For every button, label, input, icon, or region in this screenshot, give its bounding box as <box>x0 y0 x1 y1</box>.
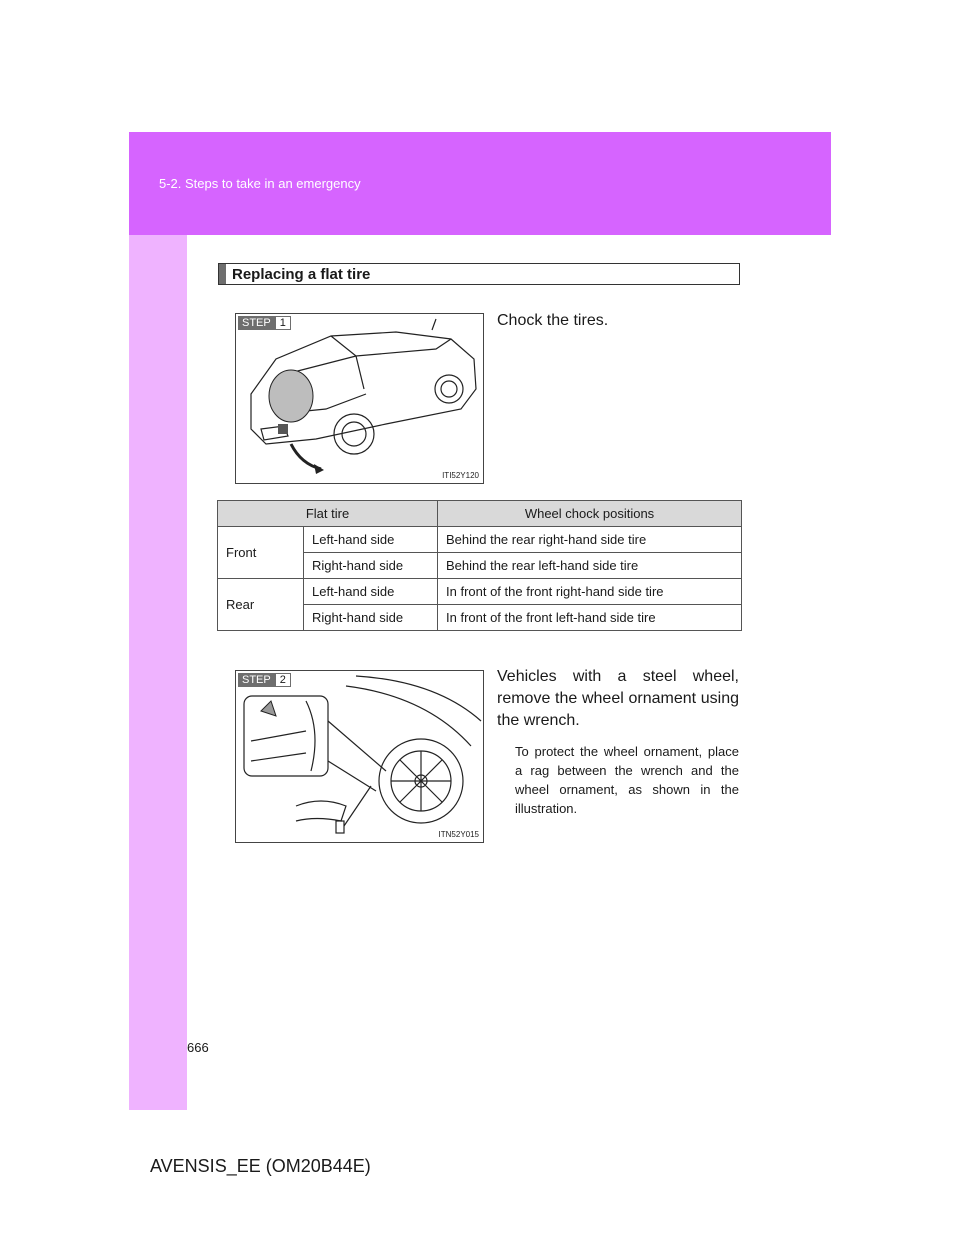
table-header: Flat tire <box>218 501 438 527</box>
table-cell: Left-hand side <box>304 579 438 605</box>
step1-illustration <box>235 313 484 484</box>
step2-badge <box>238 673 291 687</box>
step-label: STEP <box>238 316 275 330</box>
step2-text: Vehicles with a steel wheel, remove the wheel ornament using the wrench. <box>497 668 739 729</box>
table-cell: Behind the rear right-hand side tire <box>438 527 742 553</box>
section-heading <box>218 263 740 285</box>
table-cell: Left-hand side <box>304 527 438 553</box>
heading-marker <box>219 264 226 284</box>
table-cell: Behind the rear left-hand side tire <box>438 553 742 579</box>
table-row <box>218 579 742 605</box>
step2-note: To protect the wheel ornament, place a rag between the wrench and the wheel ornament, as shown in the illustration. <box>515 744 739 816</box>
side-band <box>129 235 187 1110</box>
chock-table <box>217 500 742 631</box>
wrench-wheel-drawing <box>236 671 484 843</box>
document-code: AVENSIS_EE (OM20B44E) <box>150 1156 371 1176</box>
table-header: Wheel chock positions <box>438 501 742 527</box>
car-chock-drawing <box>236 314 484 484</box>
page-number: 666 <box>187 1040 209 1055</box>
figure-code: ITI52Y120 <box>442 471 479 480</box>
table-cell: In front of the front left-hand side tire <box>438 605 742 631</box>
step2-illustration <box>235 670 484 843</box>
step-label: STEP <box>238 673 275 687</box>
heading-text: Replacing a flat tire <box>232 265 371 283</box>
table-cell: Right-hand side <box>304 605 438 631</box>
table-cell: Front <box>218 527 304 579</box>
step-number: 1 <box>275 316 291 330</box>
section-header: 5-2. Steps to take in an emergency <box>159 176 361 191</box>
step1-text: Chock the tires. <box>497 312 609 329</box>
table-row <box>218 527 742 553</box>
step1-badge <box>238 316 291 330</box>
table-cell: Right-hand side <box>304 553 438 579</box>
table-cell: In front of the front right-hand side tire <box>438 579 742 605</box>
table-cell: Rear <box>218 579 304 631</box>
step-number: 2 <box>275 673 291 687</box>
figure-code: ITN52Y015 <box>438 830 479 839</box>
